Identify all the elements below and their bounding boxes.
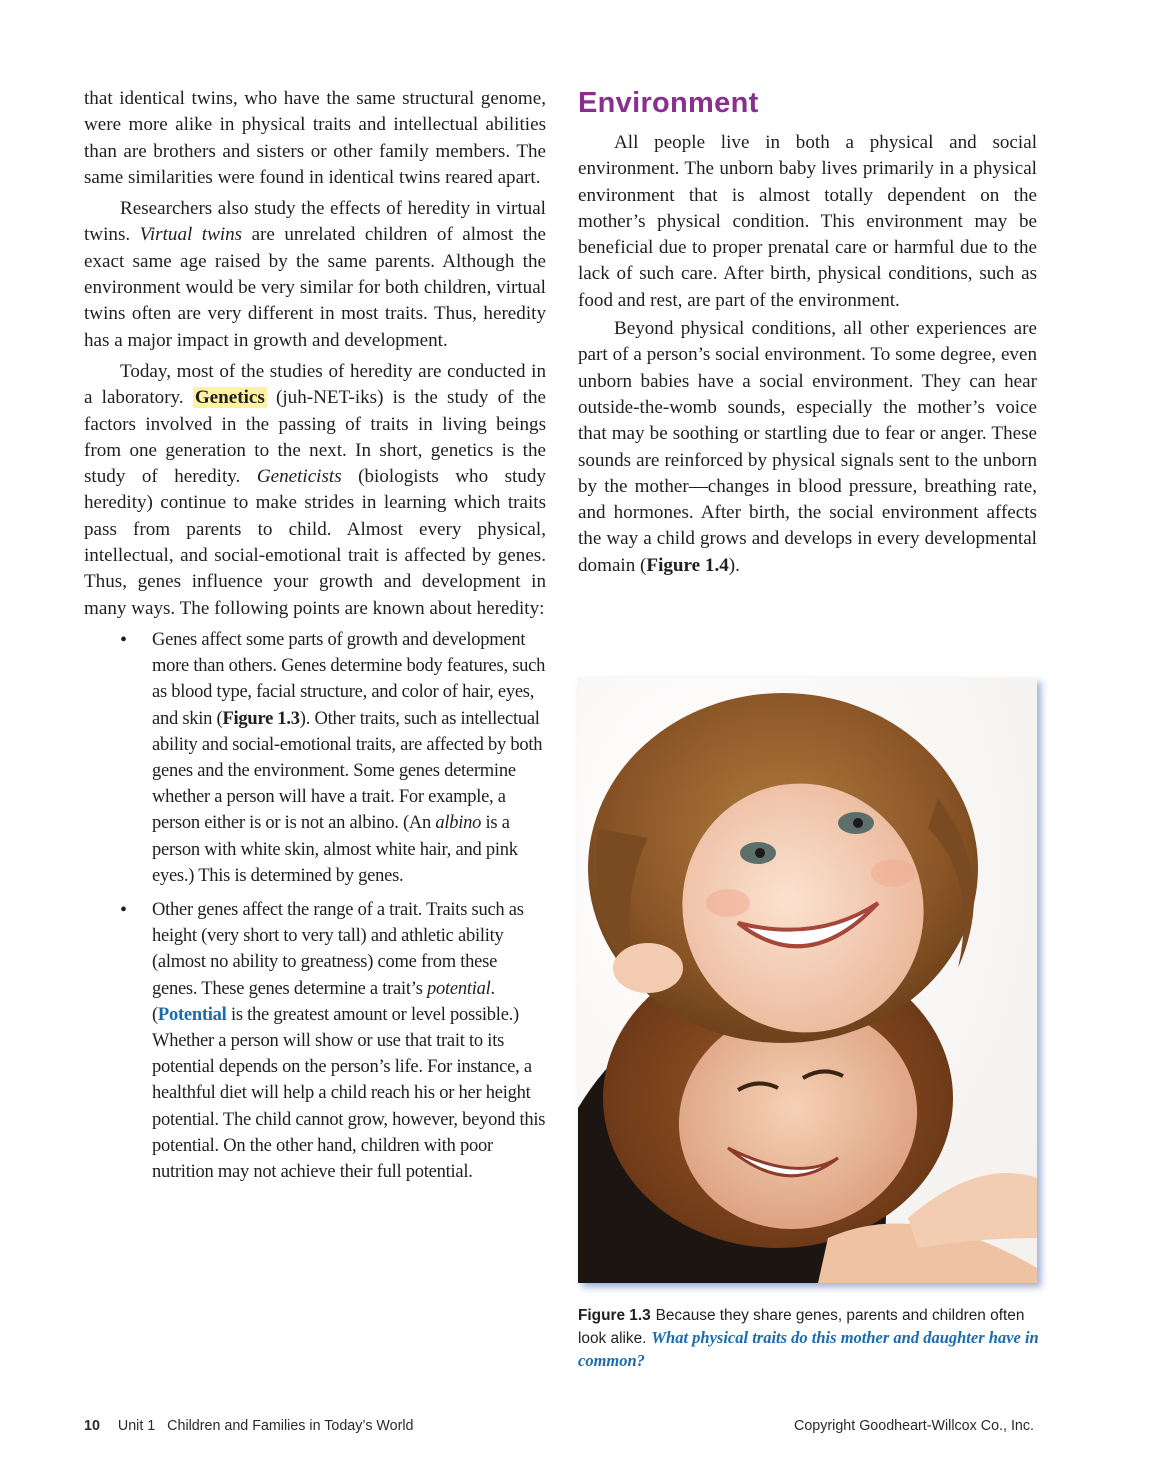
term-virtual-twins: Virtual twins (139, 224, 243, 246)
paragraph-twins: that identical twins, who have the same structural genome, were more alike in physical traits and intellectual abilities than are brothers and sisters or other family members. The same similarities were found in identical twins reared apart. (84, 88, 546, 188)
term-albino: albino (435, 813, 482, 834)
figure-label: Figure 1.3 (578, 1307, 651, 1324)
section-heading-environment: Environment (578, 87, 759, 119)
figure-question: What physical traits do this mother and daughter have in common? (578, 1328, 1039, 1370)
left-column (84, 86, 546, 1193)
figure-reference: Figure 1.4 (646, 554, 729, 576)
term-potential-italic: potential (427, 978, 491, 999)
term-potential[interactable]: Potential (157, 1004, 227, 1025)
paragraph-genetics: Today, most of the studies of heredity are conducted in a laboratory. Genetics (juh-NET-iks) is the study of the factors involved in the passing of traits in living beings from one generation to the next. In short, genetics is the study of heredity. Geneticists (biologists who study heredity) continue to make strides in learning which traits pass from parents to child. Almost every physical, intellectual, and social-emotional trait is affected by genes. Thus, genes influence your growth and development in many ways. The following points are known about heredity: (84, 360, 546, 619)
right-column (578, 86, 1037, 581)
heredity-points-list (84, 627, 546, 1185)
figure-caption (578, 1304, 1040, 1372)
copyright: Copyright Goodheart-Willcox Co., Inc. (794, 1418, 1034, 1434)
page-footer-left (84, 1418, 414, 1434)
bullet-icon: • (120, 628, 127, 651)
unit-title: Unit 1 Children and Families in Today’s World (117, 1418, 414, 1434)
paragraph-environment: All people live in both a physical and social environment. The unborn baby lives primarily in a physical environment that is almost totally dependent on the mother’s physical condition. This environment may be beneficial due to proper prenatal care or harmful due to the lack of such care. After birth, physical conditions, such as food and rest, are part of the environment. (578, 132, 1037, 311)
figure-reference: Figure 1.3 (222, 708, 300, 729)
term-genetics[interactable]: Genetics (194, 387, 265, 409)
page-number: 10 (84, 1418, 100, 1434)
bullet-icon: • (120, 898, 127, 921)
paragraph-virtual-twins: Researchers also study the effects of heredity in virtual twins. Virtual twins are unrelated children of almost the exact same age raised by the same parents. Although the environment would be very similar for both children, virtual twins often are very different in most traits. Thus, heredity has a major impact in growth and development. (84, 198, 546, 351)
term-geneticists: Geneticists (256, 466, 342, 488)
list-item: • Other genes affect the range of a trait. Traits such as height (very short to very tall) and athletic ability (almost no ability to greatness) come from these genes. These genes determine a trait’s potential. (Potential is the greatest amount or level possible.) Whether a person will show or use that trait to its potential depends on the person’s life. For instance, a healthful diet will help a child reach his or her height potential. The child cannot grow, however, beyond this potential. On the other hand, children with poor nutrition may not achieve their full potential. (120, 898, 546, 1182)
paragraph-social-environment: Beyond physical conditions, all other experiences are part of a person’s social environment. To some degree, even unborn babies have a social environment. They can hear outside-the-womb sounds, especially the mother’s voice that may be soothing or startling due to fear or anger. These sounds are reinforced by physical signals sent to the unborn by the mother—changes in blood pressure, breathing rate, and hormones. After birth, the social environment affects the way a child grows and develops in every developmental domain (Figure 1.4). (578, 318, 1037, 576)
mother-daughter-photo (578, 678, 1037, 1283)
figure-caption-text: Because they share genes, parents and children often look alike. (578, 1307, 1025, 1347)
figure-photo (578, 678, 1037, 1283)
list-item: • Genes affect some parts of growth and development more than others. Genes determine body features, such as blood type, facial structure, and color of hair, eyes, and skin (Figure 1.3). Other traits, such as intellectual ability and social-emotional traits, are affected by both genes and the environment. Some genes determine whether a person will have a trait. For example, a person either is or is not an albino. (An albino is a person with white skin, almost white hair, and pink eyes.) This is determined by genes. (120, 628, 546, 886)
